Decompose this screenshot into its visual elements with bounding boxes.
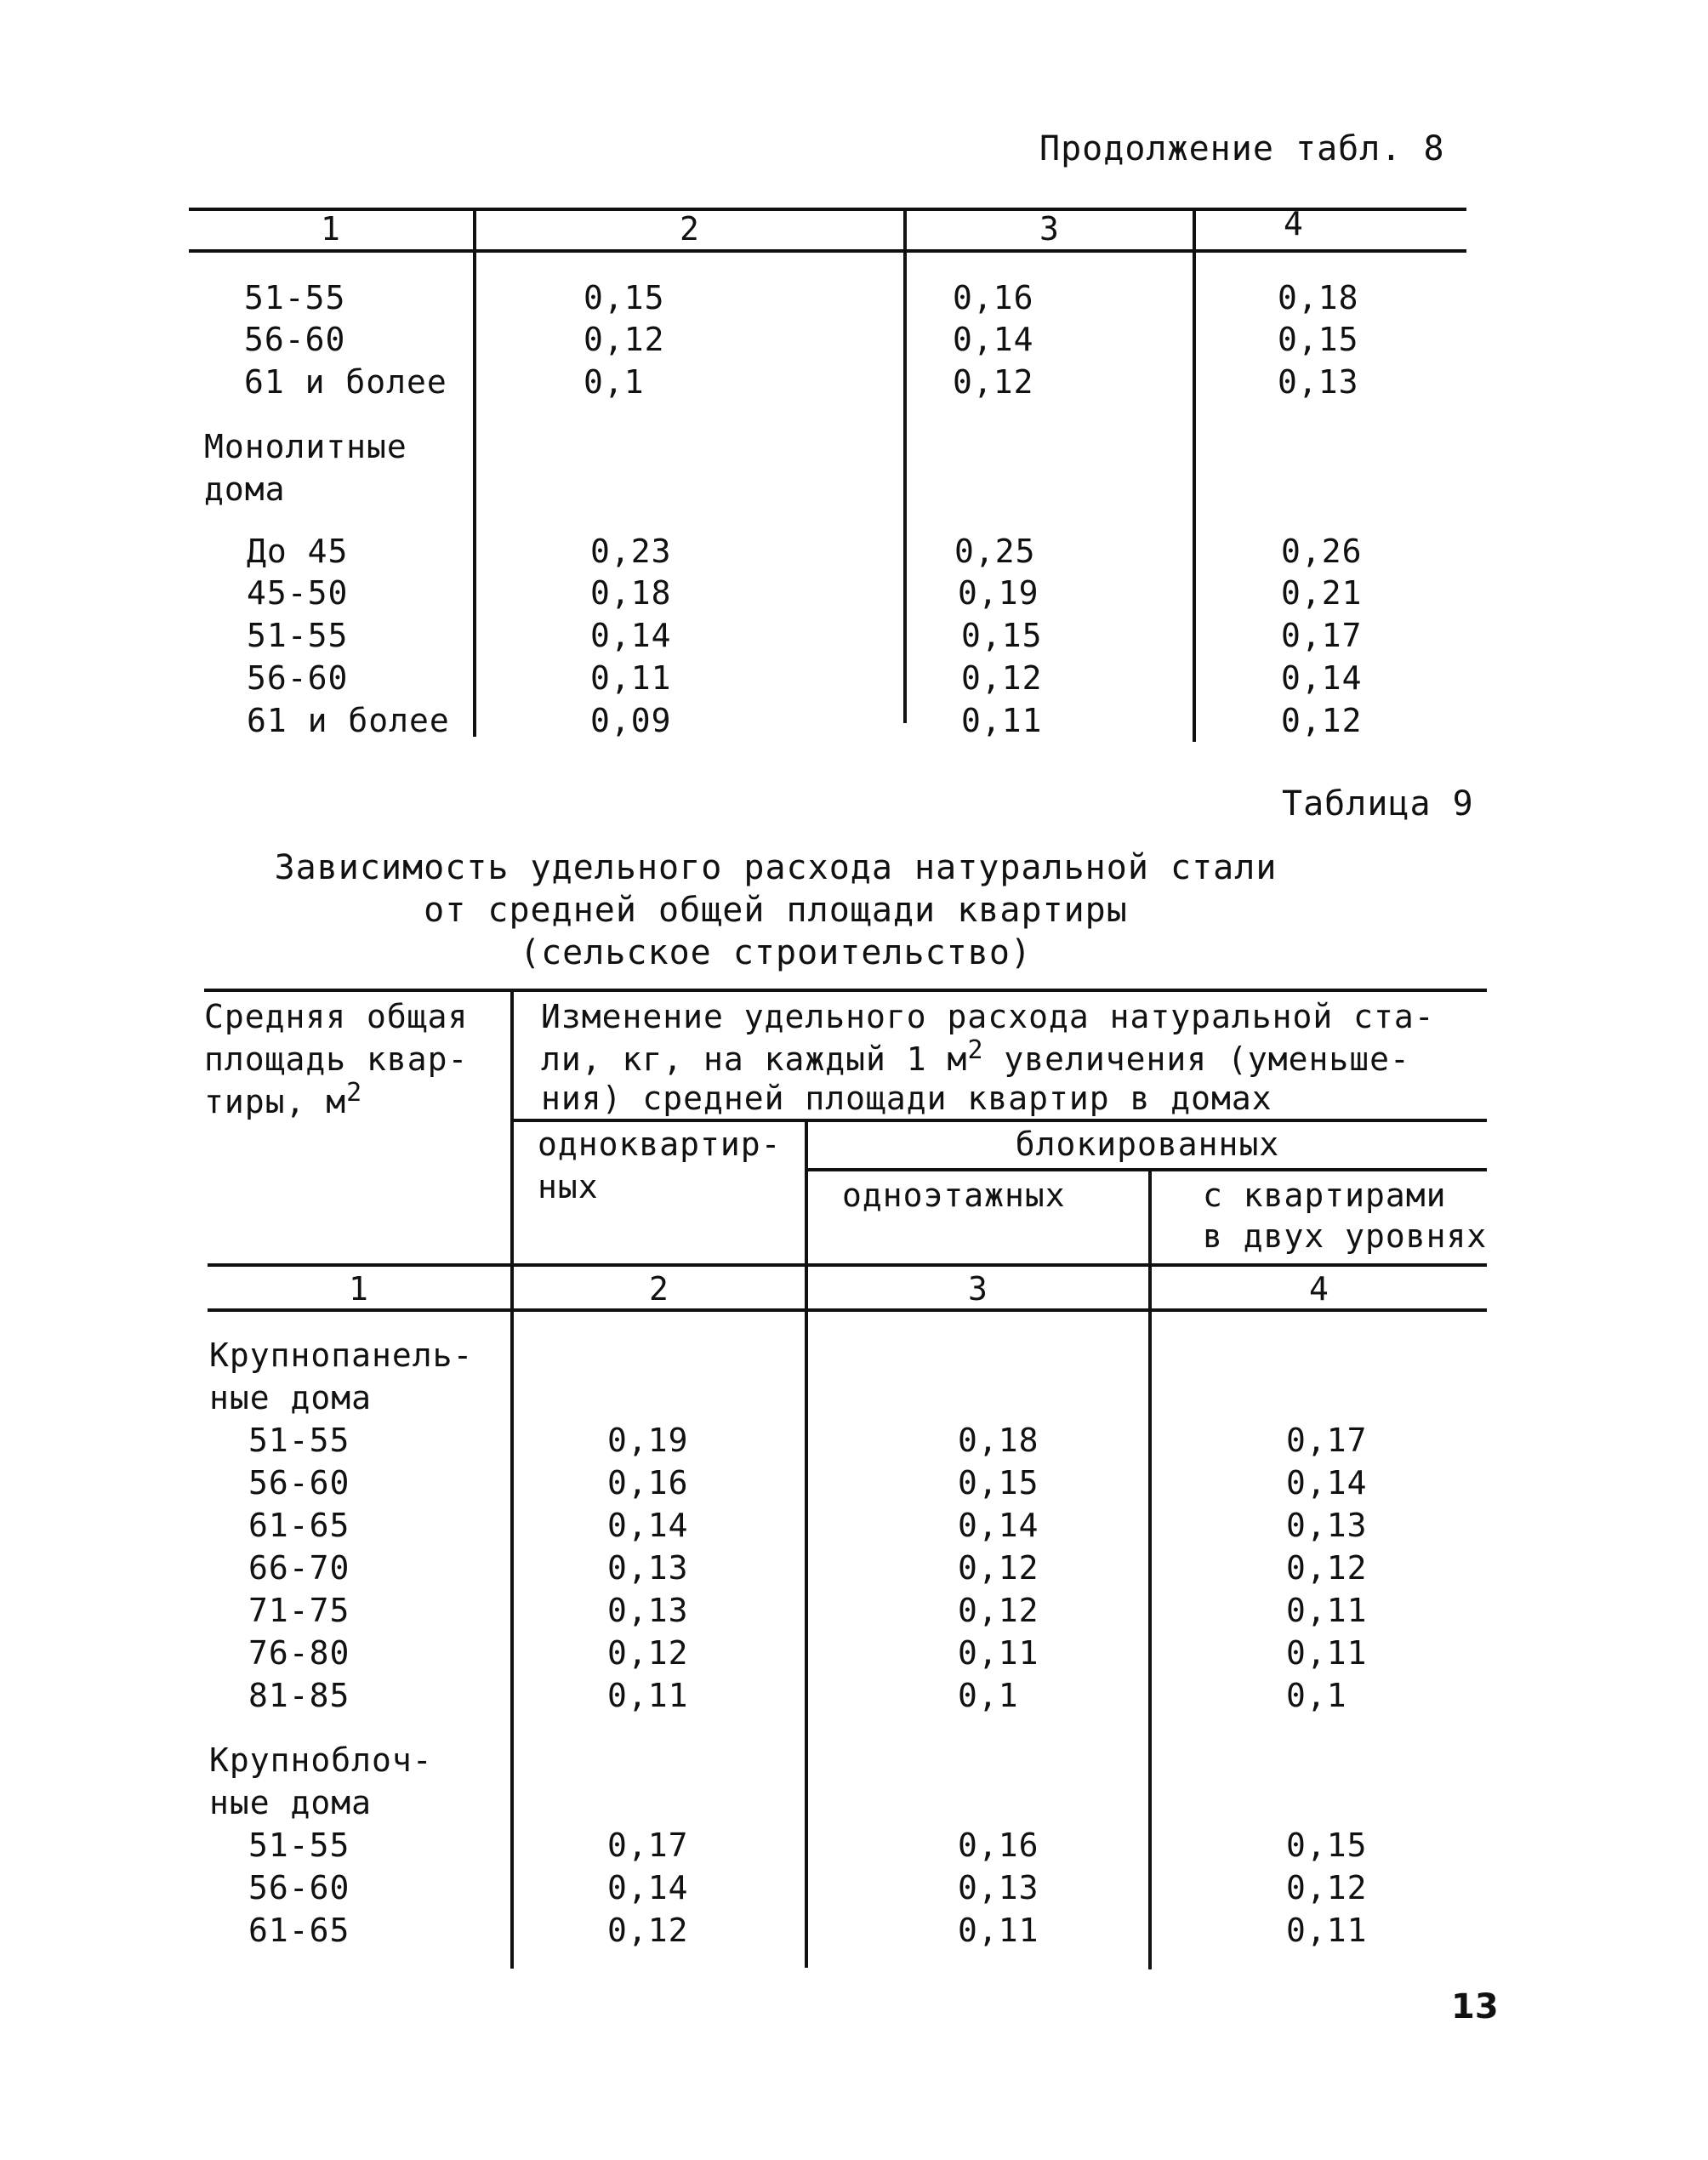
table9-blocked-rule <box>808 1168 1487 1171</box>
page-number: 13 <box>1451 1987 1499 2026</box>
table9-colnum-2: 2 <box>649 1270 669 1308</box>
head-main-line2-start: ли, кг, на каждый 1 м <box>541 1040 968 1078</box>
table8-divider-2 <box>903 209 907 723</box>
row-area: 61 и более <box>247 702 450 739</box>
row-area: 51-55 <box>247 617 349 654</box>
row-value-col2: 0,18 <box>590 574 672 612</box>
table9-colnum-4: 4 <box>1309 1270 1329 1308</box>
row-value-col4: 0,21 <box>1281 574 1363 612</box>
row-area: 56-60 <box>248 1464 350 1502</box>
row-value-col3: 0,16 <box>958 1827 1039 1864</box>
table8-divider-3 <box>1193 209 1196 742</box>
table8-header-2: 2 <box>680 210 700 248</box>
row-value-col3: 0,16 <box>953 279 1034 316</box>
row-value-col2: 0,14 <box>590 617 672 654</box>
row-value-col2: 0,14 <box>607 1507 689 1544</box>
row-value-col4: 0,14 <box>1286 1464 1368 1502</box>
table8-group-label-line1: Монолитные <box>204 428 407 465</box>
row-value-col4: 0,17 <box>1286 1422 1368 1459</box>
row-value-col4: 0,15 <box>1278 321 1359 358</box>
row-value-col3: 0,15 <box>958 1464 1039 1502</box>
table9-group2-line1: Крупноблоч- <box>209 1741 433 1779</box>
row-value-col3: 0,12 <box>958 1592 1039 1629</box>
row-area: 51-55 <box>248 1422 350 1459</box>
table9-title-line1: Зависимость удельного расхода натуральной стали <box>274 848 1278 887</box>
row-value-col3: 0,12 <box>958 1549 1039 1587</box>
row-value-col4: 0,12 <box>1286 1549 1368 1587</box>
row-value-col3: 0,12 <box>961 659 1043 697</box>
table9-colnum-3: 3 <box>968 1270 988 1308</box>
row-value-col4: 0,17 <box>1281 617 1363 654</box>
row-value-col2: 0,14 <box>607 1869 689 1906</box>
row-area: До 45 <box>247 533 349 570</box>
head-col1-unit: тиры, м <box>204 1083 347 1120</box>
row-value-col3: 0,18 <box>958 1422 1039 1459</box>
table9-head-col3: одноэтажных <box>842 1177 1066 1214</box>
superscript: 2 <box>967 1035 984 1065</box>
row-value-col4: 0,11 <box>1286 1634 1368 1672</box>
table9-head-main-line1: Изменение удельного расхода натуральной ста- <box>541 998 1435 1035</box>
row-value-col3: 0,15 <box>961 617 1043 654</box>
row-value-col3: 0,19 <box>958 574 1039 612</box>
row-value-col3: 0,25 <box>954 533 1036 570</box>
table9-head-bottom-rule <box>208 1263 1487 1267</box>
table9-head-col1-line2: площадь квар- <box>204 1040 469 1078</box>
table9-title-line3: (сельское строительство) <box>520 933 1032 972</box>
row-value-col4: 0,11 <box>1286 1592 1368 1629</box>
row-value-col3: 0,14 <box>953 321 1034 358</box>
row-value-col3: 0,1 <box>958 1677 1019 1714</box>
table8-divider-1 <box>473 209 476 737</box>
row-area: 51-55 <box>244 279 346 316</box>
table9-head-blocked: блокированных <box>1015 1126 1280 1163</box>
table9-divider-1 <box>510 990 514 1969</box>
row-value-col2: 0,23 <box>590 533 672 570</box>
row-value-col2: 0,12 <box>584 321 665 358</box>
row-value-col3: 0,11 <box>961 702 1043 739</box>
row-value-col2: 0,16 <box>607 1464 689 1502</box>
row-value-col4: 0,15 <box>1286 1827 1368 1864</box>
row-value-col3: 0,11 <box>958 1912 1039 1949</box>
row-area: 56-60 <box>248 1869 350 1906</box>
row-area: 71-75 <box>248 1592 350 1629</box>
row-value-col4: 0,26 <box>1281 533 1363 570</box>
row-area: 45-50 <box>247 574 349 612</box>
table9-head-col1-line3 <box>204 1080 362 1123</box>
table9-colnum-1: 1 <box>349 1270 369 1308</box>
row-area: 56-60 <box>244 321 346 358</box>
row-value-col2: 0,19 <box>607 1422 689 1459</box>
row-value-col2: 0,13 <box>607 1592 689 1629</box>
table9-head-col2-line1: одноквартир- <box>538 1126 782 1163</box>
row-area: 51-55 <box>248 1827 350 1864</box>
row-value-col4: 0,13 <box>1286 1507 1368 1544</box>
table9-head-col1-line1: Средняя общая <box>204 998 469 1035</box>
row-value-col2: 0,13 <box>607 1549 689 1587</box>
continuation-label: Продолжение табл. 8 <box>1039 129 1445 168</box>
row-value-col4: 0,12 <box>1281 702 1363 739</box>
table8-header-4: 4 <box>1284 205 1304 242</box>
row-area: 66-70 <box>248 1549 350 1587</box>
row-value-col2: 0,11 <box>607 1677 689 1714</box>
table8-header-3: 3 <box>1039 210 1060 248</box>
table8-header-1: 1 <box>321 210 341 248</box>
table9-group2-line2: ные дома <box>209 1784 373 1821</box>
row-value-col3: 0,13 <box>958 1869 1039 1906</box>
table9-head-col4-line1: с квартирами <box>1203 1177 1447 1214</box>
row-value-col2: 0,12 <box>607 1634 689 1672</box>
table9-top-rule <box>204 989 1487 992</box>
row-value-col3: 0,12 <box>953 363 1034 401</box>
superscript: 2 <box>346 1078 363 1108</box>
row-area: 61-65 <box>248 1912 350 1949</box>
row-value-col2: 0,15 <box>584 279 665 316</box>
table9-label: Таблица 9 <box>1282 784 1474 824</box>
row-value-col4: 0,14 <box>1281 659 1363 697</box>
row-area: 61-65 <box>248 1507 350 1544</box>
row-area: 81-85 <box>248 1677 350 1714</box>
table9-title-line2: от средней общей площади квартиры <box>424 891 1128 930</box>
row-value-col2: 0,17 <box>607 1827 689 1864</box>
row-value-col3: 0,14 <box>958 1507 1039 1544</box>
table9-head-col4-line2: в двух уровнях <box>1203 1217 1488 1255</box>
table9-head-main-line3: ния) средней площади квартир в домах <box>541 1080 1272 1117</box>
row-value-col2: 0,09 <box>590 702 672 739</box>
row-area: 56-60 <box>247 659 349 697</box>
head-main-line2-end: увеличения (уменьше- <box>983 1040 1410 1078</box>
row-area: 61 и более <box>244 363 447 401</box>
row-area: 76-80 <box>248 1634 350 1672</box>
row-value-col2: 0,1 <box>584 363 645 401</box>
table9-divider-2 <box>805 1120 808 1968</box>
row-value-col3: 0,11 <box>958 1634 1039 1672</box>
row-value-col4: 0,1 <box>1286 1677 1347 1714</box>
row-value-col4: 0,13 <box>1278 363 1359 401</box>
row-value-col2: 0,11 <box>590 659 672 697</box>
row-value-col4: 0,12 <box>1286 1869 1368 1906</box>
row-value-col4: 0,18 <box>1278 279 1359 316</box>
table9-group1-line1: Крупнопанель- <box>209 1336 474 1374</box>
table9-head-col2-line2: ных <box>538 1168 599 1205</box>
row-value-col2: 0,12 <box>607 1912 689 1949</box>
table9-head-main-line2 <box>541 1035 1410 1080</box>
table9-group1-line2: ные дома <box>209 1379 373 1416</box>
row-value-col4: 0,11 <box>1286 1912 1368 1949</box>
table8-group-label-line2: дома <box>204 470 286 508</box>
